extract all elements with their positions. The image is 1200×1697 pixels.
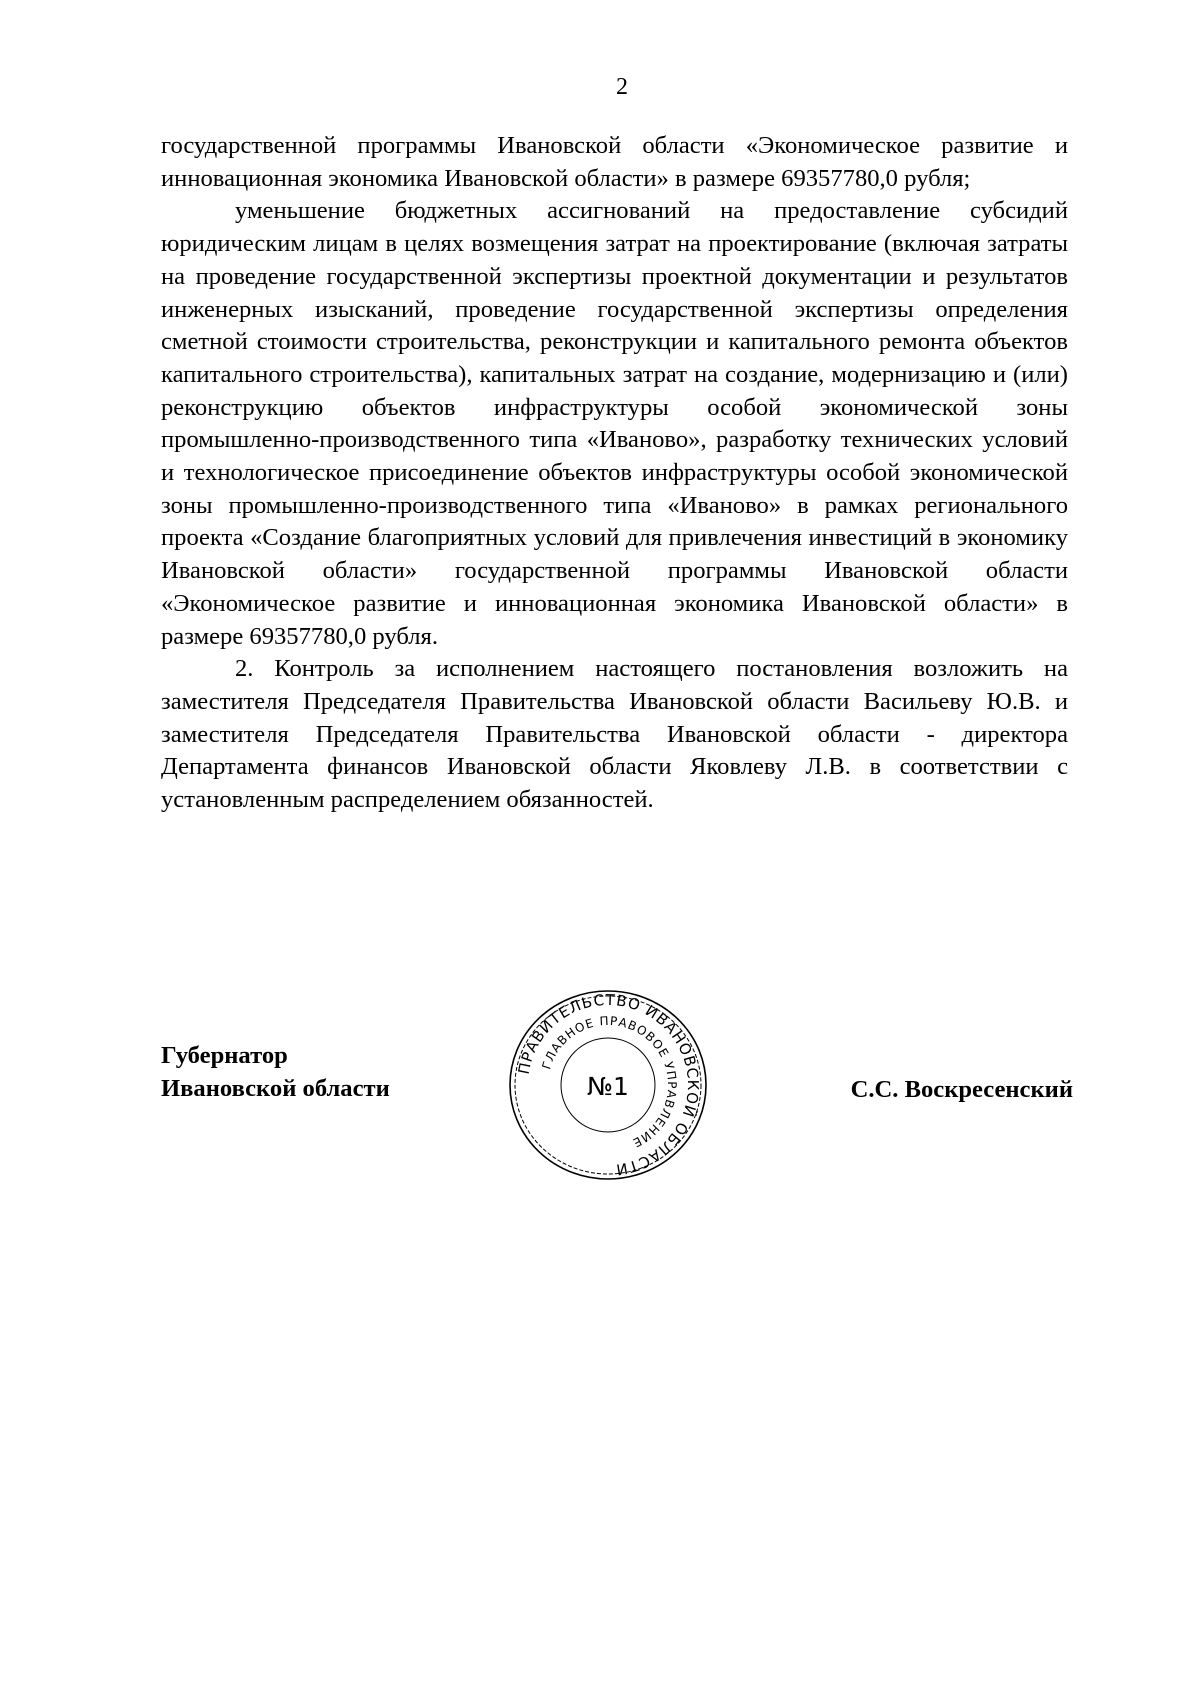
document-body	[161, 130, 1068, 817]
signature-position-line2: Ивановской области	[161, 1074, 390, 1102]
signature-position	[161, 1040, 390, 1105]
page-number: 2	[616, 74, 628, 100]
signer-name: С.С. Воскресенский	[850, 1076, 1073, 1103]
official-stamp	[503, 985, 713, 1185]
stamp-number: №1	[587, 1072, 629, 1101]
stamp-inner-text: ГЛАВНОЕ ПРАВОВОЕ УПРАВЛЕНИЕ	[539, 1013, 680, 1151]
stamp-seal-icon	[503, 985, 713, 1185]
signature-position-line1: Губернатор	[161, 1042, 288, 1069]
stamp-outer-text: ПРАВИТЕЛЬСТВО ИВАНОВСКОЙ ОБЛАСТИ	[514, 990, 703, 1179]
paragraph-continuation: государственной программы Ивановской области «Экономическое развитие и инновационная экономика Ивановской области» в размере 69357780,0 рубля;	[161, 132, 1068, 192]
paragraph-budget-decrease: уменьшение бюджетных ассигнований на предоставление субсидий юридическим лицам в целях возмещения затрат на проектирование (включая затраты на проведение государственной экспертизы проектной документации и результатов инженерных изысканий, проведение государственной экспертизы определения сметной стоимости строительства, реконструкции и капитального ремонта объектов капитального строительства), капитальных затрат на создание, модернизацию и (или) реконструкцию объектов инфраструктуры особой экономической зоны промышленно-производственного типа «Иваново», разработку технических условий и технологическое присоединение объектов инфраструктуры особой экономической зоны промышленно-производственного типа «Иваново» в рамках регионального проекта «Создание благоприятных условий для привлечения инвестиций в экономику Ивановской области» государственной программы Ивановской области «Экономическое развитие и инновационная экономика Ивановской области» в размере 69357780,0 рубля.	[161, 197, 1068, 650]
paragraph-control-clause: 2. Контроль за исполнением настоящего постановления возложить на заместителя Председателя Правительства Ивановской области Васильеву Ю.В. и заместителя Председателя Правительства Ивановской области - директора Департамента финансов Ивановской области Яковлеву Л.В. в соответствии с установленным распределением обязанностей.	[161, 655, 1068, 814]
